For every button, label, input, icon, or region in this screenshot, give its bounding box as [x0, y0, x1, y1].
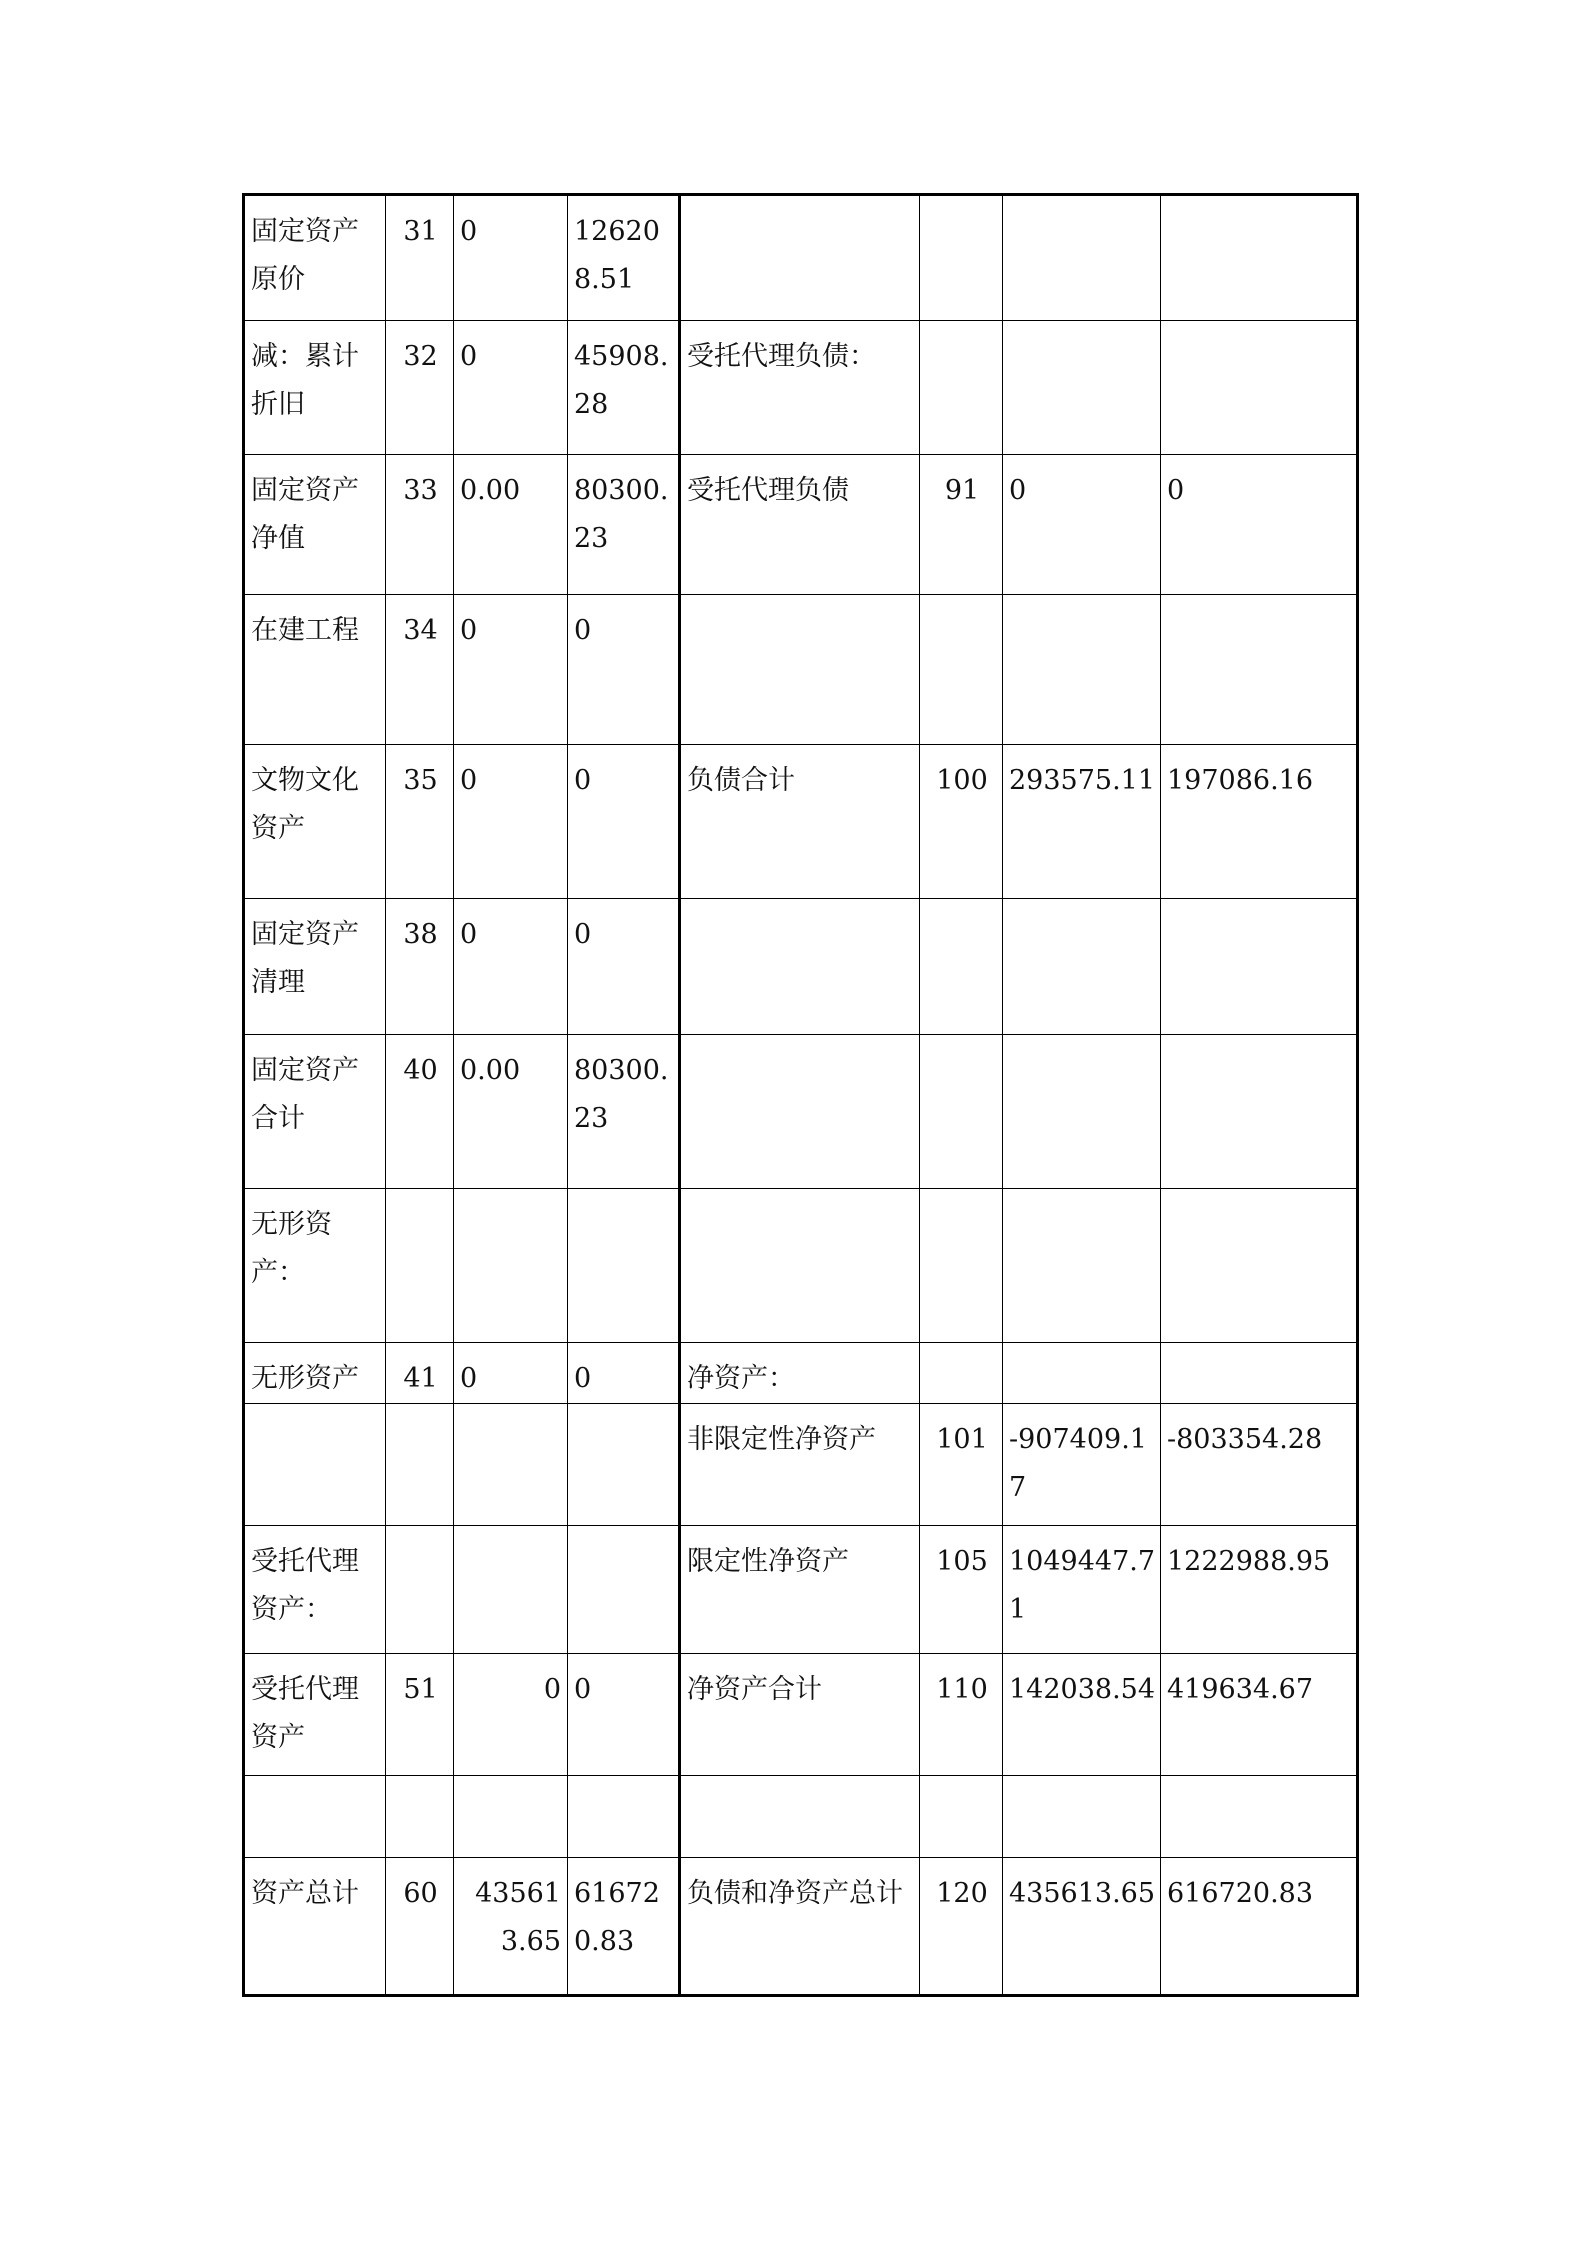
- liability-beginning-balance-cell: [1003, 195, 1161, 321]
- liability-line-number-cell: [920, 595, 1003, 745]
- asset-ending-balance-cell: [568, 1776, 680, 1858]
- table-row: [244, 595, 1358, 745]
- liability-item-cell: 限定性净资产: [680, 1526, 920, 1654]
- table-row: [244, 1776, 1358, 1858]
- asset-ending-balance-cell: 80300.23: [568, 455, 680, 595]
- liability-line-number-cell: [920, 321, 1003, 455]
- liability-beginning-balance-cell: 142038.54: [1003, 1654, 1161, 1776]
- liability-item-cell: 净资产：: [680, 1343, 920, 1404]
- asset-ending-balance-cell: [568, 1404, 680, 1526]
- liability-item-cell: [680, 195, 920, 321]
- asset-ending-balance-cell: 0: [568, 595, 680, 745]
- asset-beginning-balance-cell: [454, 1189, 568, 1343]
- liability-ending-balance-cell: [1161, 1343, 1358, 1404]
- asset-beginning-balance-cell: 0.00: [454, 1035, 568, 1189]
- asset-item-cell: 无形资产: [244, 1343, 386, 1404]
- liability-item-cell: [680, 1776, 920, 1858]
- asset-line-number-cell: 31: [386, 195, 454, 321]
- asset-ending-balance-cell: 80300.23: [568, 1035, 680, 1189]
- liability-ending-balance-cell: 197086.16: [1161, 745, 1358, 899]
- table-row: [244, 195, 1358, 321]
- liability-ending-balance-cell: 419634.67: [1161, 1654, 1358, 1776]
- asset-ending-balance-cell: 0: [568, 899, 680, 1035]
- asset-line-number-cell: [386, 1776, 454, 1858]
- asset-line-number-cell: 41: [386, 1343, 454, 1404]
- table-body: [244, 195, 1358, 1996]
- liability-line-number-cell: 110: [920, 1654, 1003, 1776]
- liability-beginning-balance-cell: [1003, 321, 1161, 455]
- asset-ending-balance-cell: 0: [568, 745, 680, 899]
- liability-ending-balance-cell: [1161, 195, 1358, 321]
- liability-line-number-cell: 120: [920, 1858, 1003, 1996]
- asset-ending-balance-cell: [568, 1189, 680, 1343]
- asset-line-number-cell: 38: [386, 899, 454, 1035]
- asset-item-cell: 固定资产净值: [244, 455, 386, 595]
- asset-ending-balance-cell: 0: [568, 1654, 680, 1776]
- asset-beginning-balance-cell: 0.00: [454, 455, 568, 595]
- liability-line-number-cell: [920, 195, 1003, 321]
- asset-item-cell: 固定资产合计: [244, 1035, 386, 1189]
- asset-ending-balance-cell: 126208.51: [568, 195, 680, 321]
- liability-beginning-balance-cell: 0: [1003, 455, 1161, 595]
- asset-item-cell: 受托代理资产: [244, 1654, 386, 1776]
- asset-item-cell: 文物文化资产: [244, 745, 386, 899]
- liability-beginning-balance-cell: -907409.17: [1003, 1404, 1161, 1526]
- table-row: [244, 1526, 1358, 1654]
- liability-item-cell: [680, 1189, 920, 1343]
- asset-line-number-cell: 40: [386, 1035, 454, 1189]
- liability-line-number-cell: [920, 899, 1003, 1035]
- liability-beginning-balance-cell: 435613.65: [1003, 1858, 1161, 1996]
- table-row: [244, 899, 1358, 1035]
- liability-beginning-balance-cell: [1003, 1776, 1161, 1858]
- asset-line-number-cell: [386, 1189, 454, 1343]
- asset-line-number-cell: 32: [386, 321, 454, 455]
- asset-beginning-balance-cell: 0: [454, 1343, 568, 1404]
- liability-beginning-balance-cell: [1003, 1189, 1161, 1343]
- asset-line-number-cell: 51: [386, 1654, 454, 1776]
- liability-ending-balance-cell: [1161, 899, 1358, 1035]
- table-row: [244, 1654, 1358, 1776]
- asset-beginning-balance-cell: 435613.65: [454, 1858, 568, 1996]
- liability-line-number-cell: [920, 1035, 1003, 1189]
- liability-item-cell: 净资产合计: [680, 1654, 920, 1776]
- table-row: [244, 1343, 1358, 1404]
- liability-ending-balance-cell: [1161, 1035, 1358, 1189]
- table-row: [244, 1189, 1358, 1343]
- liability-item-cell: [680, 595, 920, 745]
- asset-beginning-balance-cell: [454, 1526, 568, 1654]
- table-row: [244, 1035, 1358, 1189]
- liability-beginning-balance-cell: [1003, 1035, 1161, 1189]
- asset-beginning-balance-cell: 0: [454, 1654, 568, 1776]
- liability-ending-balance-cell: [1161, 1189, 1358, 1343]
- table-row: [244, 1404, 1358, 1526]
- asset-beginning-balance-cell: 0: [454, 195, 568, 321]
- liability-beginning-balance-cell: 1049447.71: [1003, 1526, 1161, 1654]
- liability-line-number-cell: [920, 1776, 1003, 1858]
- liability-beginning-balance-cell: 293575.11: [1003, 745, 1161, 899]
- liability-ending-balance-cell: [1161, 1776, 1358, 1858]
- liability-item-cell: 负债合计: [680, 745, 920, 899]
- asset-item-cell: 受托代理资产：: [244, 1526, 386, 1654]
- asset-line-number-cell: 60: [386, 1858, 454, 1996]
- asset-beginning-balance-cell: 0: [454, 321, 568, 455]
- balance-sheet-table: [242, 193, 1359, 1997]
- asset-line-number-cell: [386, 1404, 454, 1526]
- asset-ending-balance-cell: 616720.83: [568, 1858, 680, 1996]
- asset-beginning-balance-cell: 0: [454, 745, 568, 899]
- liability-line-number-cell: 101: [920, 1404, 1003, 1526]
- table-row: [244, 455, 1358, 595]
- table-row: [244, 745, 1358, 899]
- liability-item-cell: [680, 899, 920, 1035]
- liability-ending-balance-cell: 1222988.95: [1161, 1526, 1358, 1654]
- asset-ending-balance-cell: 0: [568, 1343, 680, 1404]
- liability-ending-balance-cell: 0: [1161, 455, 1358, 595]
- liability-line-number-cell: 105: [920, 1526, 1003, 1654]
- liability-ending-balance-cell: -803354.28: [1161, 1404, 1358, 1526]
- liability-item-cell: 非限定性净资产: [680, 1404, 920, 1526]
- liability-item-cell: 负债和净资产总计: [680, 1858, 920, 1996]
- asset-item-cell: 固定资产原价: [244, 195, 386, 321]
- asset-beginning-balance-cell: [454, 1776, 568, 1858]
- liability-beginning-balance-cell: [1003, 899, 1161, 1035]
- asset-line-number-cell: 33: [386, 455, 454, 595]
- liability-item-cell: 受托代理负债: [680, 455, 920, 595]
- liability-item-cell: 受托代理负债：: [680, 321, 920, 455]
- liability-beginning-balance-cell: [1003, 595, 1161, 745]
- asset-beginning-balance-cell: [454, 1404, 568, 1526]
- liability-ending-balance-cell: 616720.83: [1161, 1858, 1358, 1996]
- table-row: [244, 321, 1358, 455]
- asset-ending-balance-cell: 45908.28: [568, 321, 680, 455]
- liability-beginning-balance-cell: [1003, 1343, 1161, 1404]
- liability-line-number-cell: 91: [920, 455, 1003, 595]
- asset-item-cell: 资产总计: [244, 1858, 386, 1996]
- asset-item-cell: [244, 1776, 386, 1858]
- liability-ending-balance-cell: [1161, 321, 1358, 455]
- asset-beginning-balance-cell: 0: [454, 595, 568, 745]
- liability-line-number-cell: 100: [920, 745, 1003, 899]
- asset-item-cell: 在建工程: [244, 595, 386, 745]
- asset-ending-balance-cell: [568, 1526, 680, 1654]
- asset-item-cell: 无形资产：: [244, 1189, 386, 1343]
- asset-line-number-cell: 34: [386, 595, 454, 745]
- liability-item-cell: [680, 1035, 920, 1189]
- liability-line-number-cell: [920, 1343, 1003, 1404]
- asset-line-number-cell: [386, 1526, 454, 1654]
- asset-item-cell: 减：累计折旧: [244, 321, 386, 455]
- liability-ending-balance-cell: [1161, 595, 1358, 745]
- asset-item-cell: [244, 1404, 386, 1526]
- asset-beginning-balance-cell: 0: [454, 899, 568, 1035]
- asset-line-number-cell: 35: [386, 745, 454, 899]
- asset-item-cell: 固定资产清理: [244, 899, 386, 1035]
- table-row: [244, 1858, 1358, 1996]
- liability-line-number-cell: [920, 1189, 1003, 1343]
